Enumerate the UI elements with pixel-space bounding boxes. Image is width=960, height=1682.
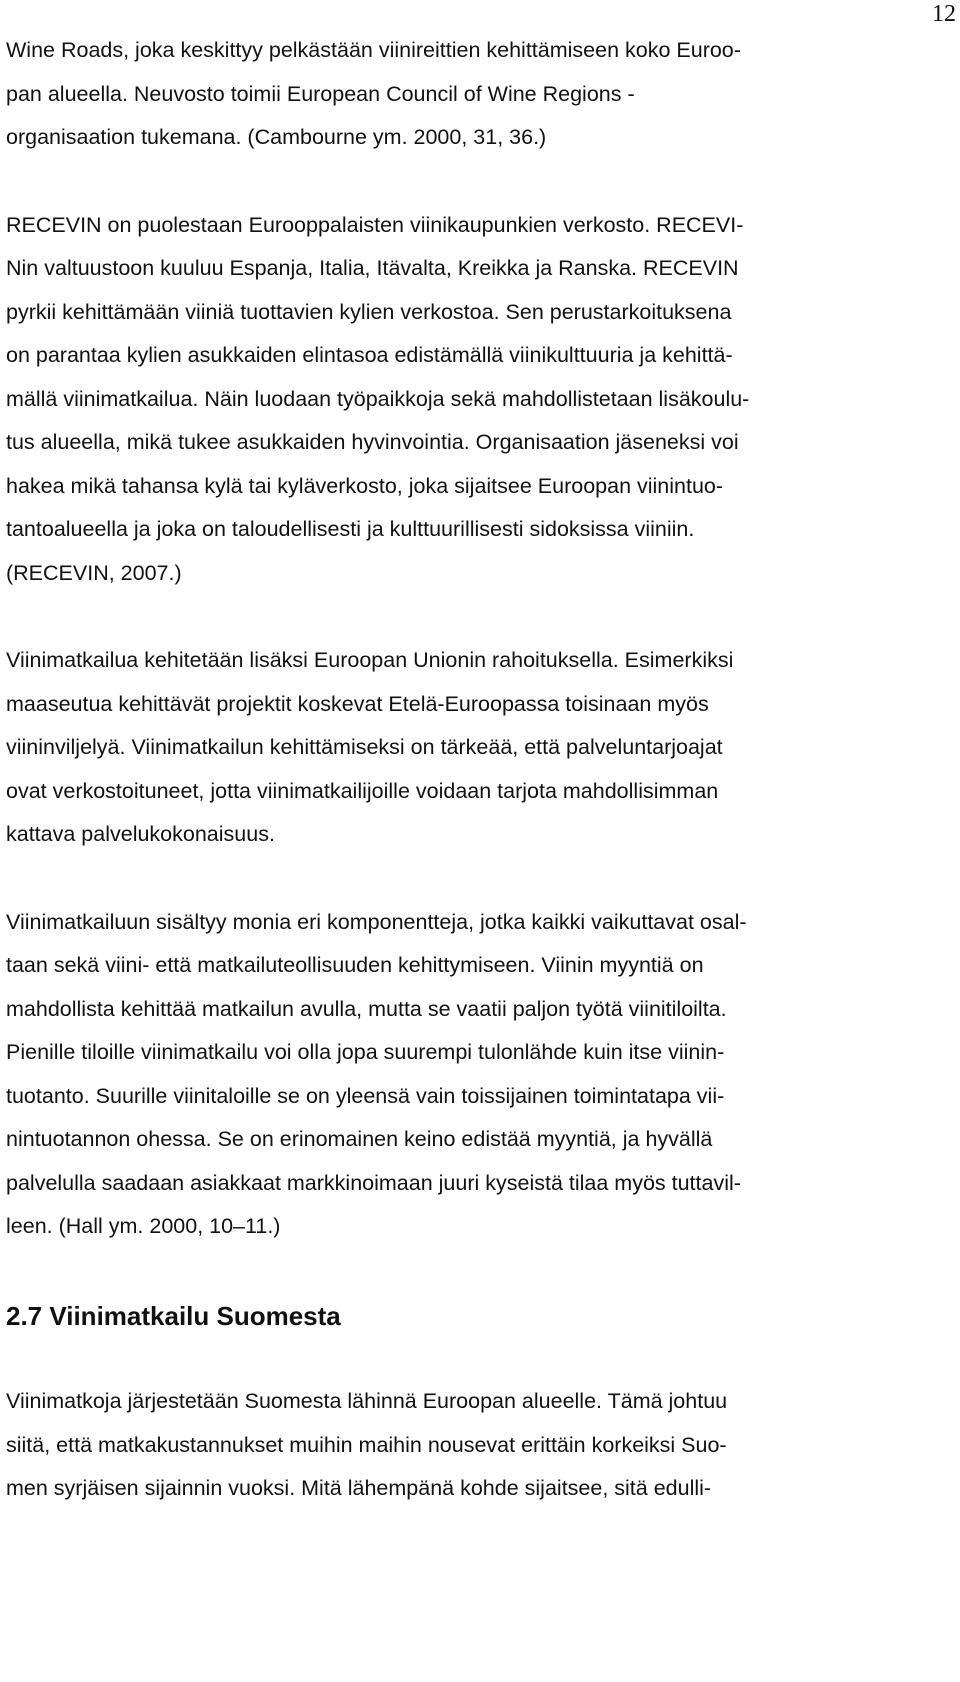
paragraph-recevin [6,211,894,603]
text-line: Viinimatkailua kehitetään lisäksi Euroopan Unionin rahoituksella. Esimerkiksi [6,648,734,672]
text-line: hakea mikä tahansa kylä tai kyläverkosto, joka sijaitsee Euroopan viinintuo- [6,473,724,498]
paragraph-spacer [6,864,894,908]
text-line: mällä viinimatkailua. Näin luodaan työpaikkoja sekä mahdollistetaan lisäkoulu- [6,386,750,411]
text-line: Viinimatkoja järjestetään Suomesta lähinnä Euroopan alueelle. Tämä johtuu [6,1389,728,1413]
paragraph-spacer [6,167,894,211]
text-line: tantoalueella ja joka on taloudellisesti ja kulttuurillisesti sidoksissa viiniin. [6,517,695,541]
text-line: pan alueella. Neuvosto toimii European Council of Wine Regions - [6,81,635,106]
paragraph-wine-roads [6,36,894,167]
text-line: Viinimatkailuun sisältyy monia eri komponentteja, jotka kaikki vaikuttavat osal- [6,909,747,934]
text-line: nintuotannon ohessa. Se on erinomainen keino edistää myyntiä, ja hyvällä [6,1127,713,1151]
text-line: (RECEVIN, 2007.) [6,560,182,585]
text-line: mahdollista kehittää matkailun avulla, mutta se vaatii paljon työtä viinitiloilta. [6,996,727,1021]
text-line: organisaation tukemana. (Cambourne ym. 2000, 31, 36.) [6,125,547,149]
text-line: taan sekä viini- että matkailuteollisuuden kehittymiseen. Viinin myyntiä on [6,953,704,977]
text-line: viininviljelyä. Viinimatkailun kehittämiseksi on tärkeää, että palveluntarjoajat [6,735,723,759]
paragraph-finland-trips [6,1387,894,1518]
paragraph-eu-funding [6,646,894,864]
text-line: siitä, että matkakustannukset muihin maihin nousevat erittäin korkeiksi Suo- [6,1432,727,1457]
text-line: maaseutua kehittävät projektit koskevat Etelä-Euroopassa toisinaan myös [6,691,709,716]
text-line: kattava palvelukokonaisuus. [6,822,275,846]
text-line: on parantaa kylien asukkaiden elintasoa edistämällä viinikulttuuria ja kehittä- [6,343,733,367]
page-number: 12 [932,1,956,27]
text-line: pyrkii kehittämään viiniä tuottavien kylien verkostoa. Sen perustarkoituksena [6,299,732,324]
text-line: Nin valtuustoon kuuluu Espanja, Italia, Itävalta, Kreikka ja Ranska. RECEVIN [6,256,739,280]
paragraph-spacer [6,1343,894,1387]
text-line: RECEVIN on puolestaan Eurooppalaisten viinikaupunkien verkosto. RECEVI- [6,212,744,237]
text-line: men syrjäisen sijainnin vuoksi. Mitä lähempänä kohde sijaitsee, sitä edulli- [6,1476,712,1500]
text-line: tuotanto. Suurille viinitaloille se on yleensä vain toissijainen toimintatapa vii- [6,1083,725,1108]
paragraph-spacer [6,1256,894,1300]
text-line: leen. (Hall ym. 2000, 10–11.) [6,1214,281,1238]
paragraph-components [6,908,894,1256]
text-line: tus alueella, mikä tukee asukkaiden hyvinvointia. Organisaation jäseneksi voi [6,430,739,454]
text-line: ovat verkostoituneet, jotta viinimatkailijoille voidaan tarjota mahdollisimman [6,778,719,803]
document-body [6,36,894,1518]
paragraph-spacer [6,602,894,646]
text-line: Pienille tiloille viinimatkailu voi olla jopa suurempi tulonlähde kuin itse viinin- [6,1040,725,1064]
section-heading: 2.7 Viinimatkailu Suomesta [6,1300,341,1331]
text-line: Wine Roads, joka keskittyy pelkästään viinireittien kehittämiseen koko Euroo- [6,38,741,62]
text-line: palvelulla saadaan asiakkaat markkinoimaan juuri kyseistä tilaa myös tuttavil- [6,1170,741,1195]
